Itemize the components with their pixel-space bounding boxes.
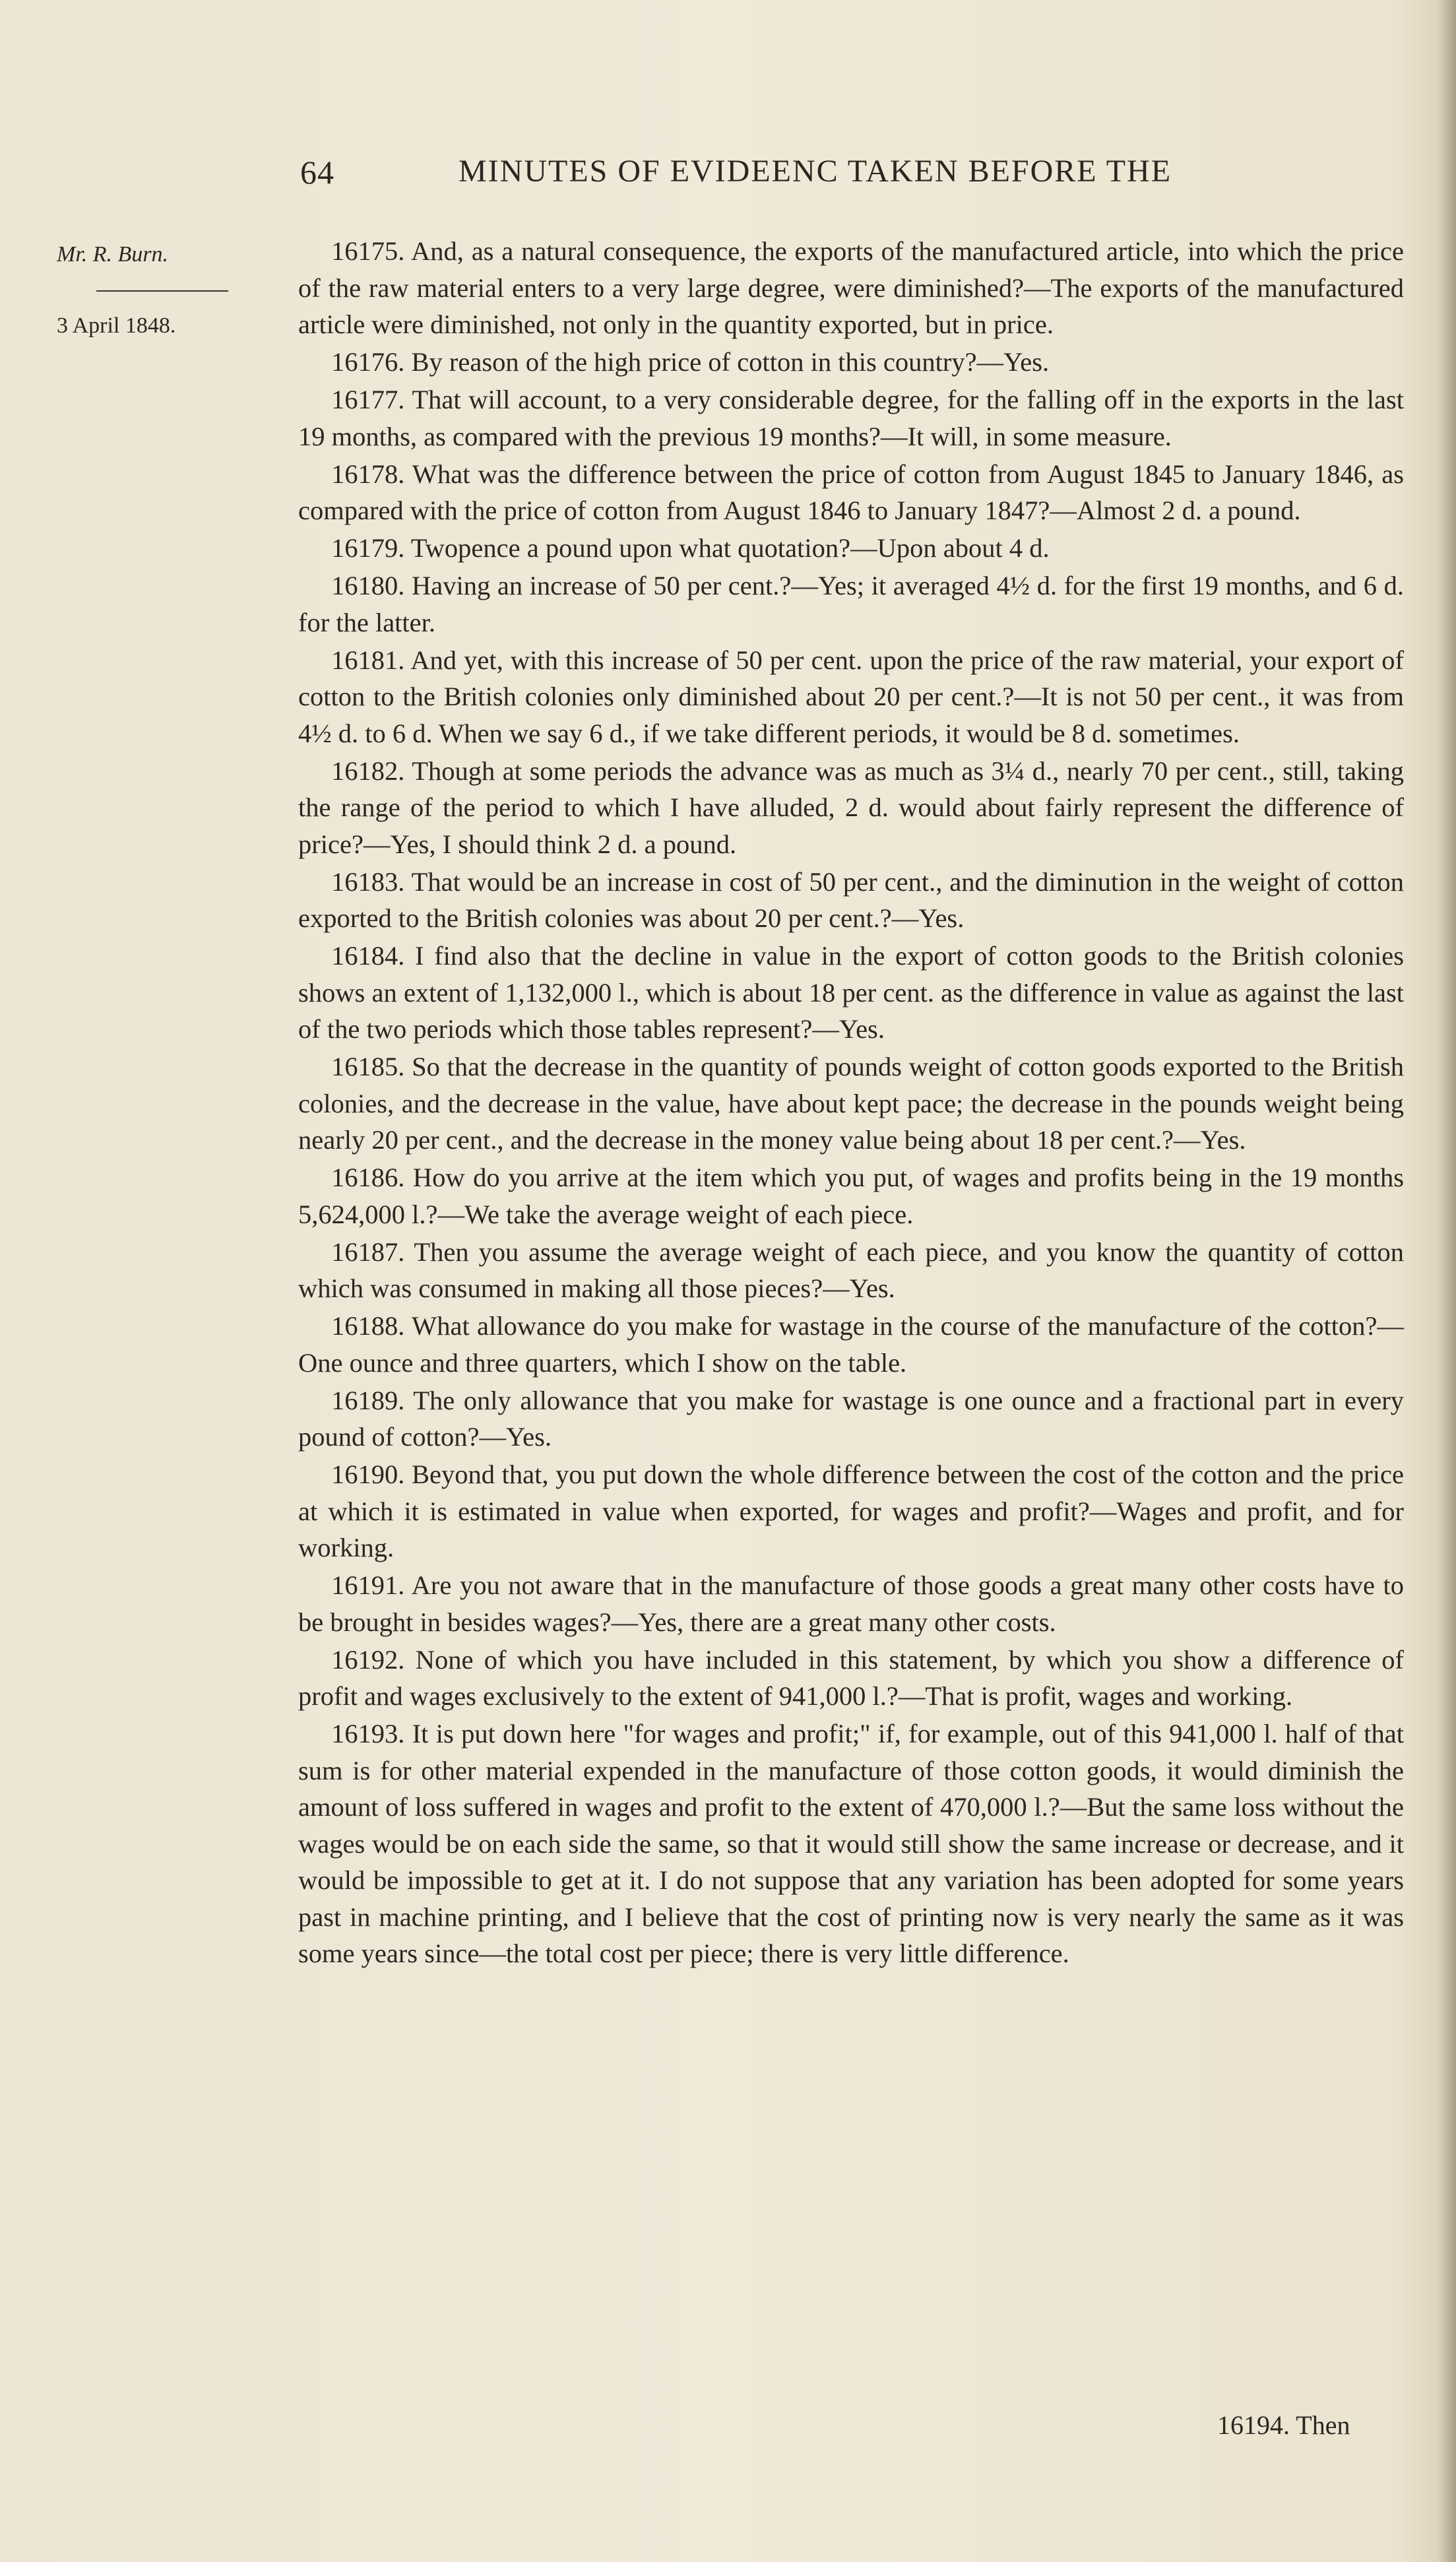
evidence-date: 3 April 1848.: [57, 313, 176, 338]
running-title: MINUTES OF EVIDEENC TAKEN BEFORE THE: [459, 154, 1172, 189]
paragraph-16175: 16175. And, as a natural consequence, the exports of the manufactured article, into which the price of the raw material enters to a very large degree, were diminished?—The exports of the manufactured article were diminished, not only in the quantity exported, but in price.: [298, 236, 1404, 339]
evidence-body: [298, 233, 1404, 1973]
paragraph-16179: 16179. Twopence a pound upon what quotation?—Upon about 4 d.: [331, 533, 1050, 563]
paragraph-16184: 16184. I find also that the decline in value in the export of cotton goods to the British colonies shows an extent of 1,132,000 l., which is about 18 per cent. as the difference in value as against the last of the two periods which those tables represent?—Yes.: [298, 941, 1404, 1044]
paragraph-16191: 16191. Are you not aware that in the manufacture of those goods a great many other costs have to be brought in besides wages?—Yes, there are a great many other costs.: [298, 1570, 1404, 1637]
paragraph-16189: 16189. The only allowance that you make for wastage is one ounce and a fractional part in every pound of cotton?—Yes.: [298, 1385, 1404, 1452]
page-edge-shadow: [1438, 0, 1456, 2562]
paragraph-16183: 16183. That would be an increase in cost of 50 per cent., and the diminution in the weight of cotton exported to the British colonies was about 20 per cent.?—Yes.: [298, 866, 1404, 933]
margin-rule: [96, 290, 228, 292]
paragraph-16185: 16185. So that the decrease in the quantity of pounds weight of cotton goods exported to the British colonies, and the decrease in the value, have about kept pace; the decrease in the pounds weight being nearly 20 per cent., and the decrease in the money value being about 18 per cent.?—Yes.: [298, 1052, 1404, 1155]
paragraph-16192: 16192. None of which you have included in this statement, by which you show a difference of profit and wages exclusively to the extent of 941,000 l.?—That is profit, wages and working.: [298, 1644, 1404, 1711]
paragraph-16181: 16181. And yet, with this increase of 50 per cent. upon the price of the raw material, your export of cotton to the British colonies only diminished about 20 per cent.?—It is not 50 per cent., it was from 4½ d. to 6 d. When we say 6 d., if we take different periods, it would be 8 d. sometimes.: [298, 645, 1404, 748]
catchword: 16194. Then: [1217, 2410, 1350, 2440]
witness-name: Mr. R. Burn.: [57, 242, 169, 267]
paragraph-16188: 16188. What allowance do you make for wastage in the course of the manufacture of the cotton?—One ounce and three quarters, which I show on the table.: [298, 1311, 1404, 1378]
margin-note: [57, 236, 255, 344]
page-header: [300, 153, 1389, 199]
paragraph-16178: 16178. What was the difference between the price of cotton from August 1845 to January 1846, as compared with the price of cotton from August 1846 to January 1847?—Almost 2 d. a pound.: [298, 459, 1404, 525]
paragraph-16186: 16186. How do you arrive at the item which you put, of wages and profits being in the 19 months 5,624,000 l.?—We take the average weight of each piece.: [298, 1163, 1404, 1229]
paragraph-16180: 16180. Having an increase of 50 per cent.?—Yes; it averaged 4½ d. for the first 19 months, and 6 d. for the latter.: [298, 571, 1404, 637]
paragraph-16176: 16176. By reason of the high price of cotton in this country?—Yes.: [331, 347, 1050, 377]
paragraph-16182: 16182. Though at some periods the advance was as much as 3¼ d., nearly 70 per cent., still, taking the range of the period to which I have alluded, 2 d. would about fairly represent the difference of price?—Yes, I should think 2 d. a pound.: [298, 755, 1404, 859]
paragraph-16193: 16193. It is put down here "for wages and profit;" if, for example, out of this 941,000 l. half of that sum is for other material expended in the manufacture of those cotton goods, it would diminish the amount of loss suffered in wages and profit to the extent of 470,000 l.?—But the same loss without the wages would be on each side the same, so that it would still show the same increase or decrease, and it would be impossible to get at it. I do not suppose that any variation has been adopted for some years past in machine printing, and I believe that the cost of printing now is very nearly the same as it was some years since—the total cost per piece; there is very little difference.: [298, 1719, 1404, 1968]
paragraph-16177: 16177. That will account, to a very considerable degree, for the falling off in the exports in the last 19 months, as compared with the previous 19 months?—It will, in some measure.: [298, 385, 1404, 451]
page-number: 64: [300, 154, 334, 191]
paragraph-16187: 16187. Then you assume the average weight of each piece, and you know the quantity of cotton which was consumed in making all those pieces?—Yes.: [298, 1236, 1404, 1303]
paragraph-16190: 16190. Beyond that, you put down the whole difference between the cost of the cotton and the price at which it is estimated in value when exported, for wages and profit?—Wages and profit, and for working.: [298, 1459, 1404, 1562]
